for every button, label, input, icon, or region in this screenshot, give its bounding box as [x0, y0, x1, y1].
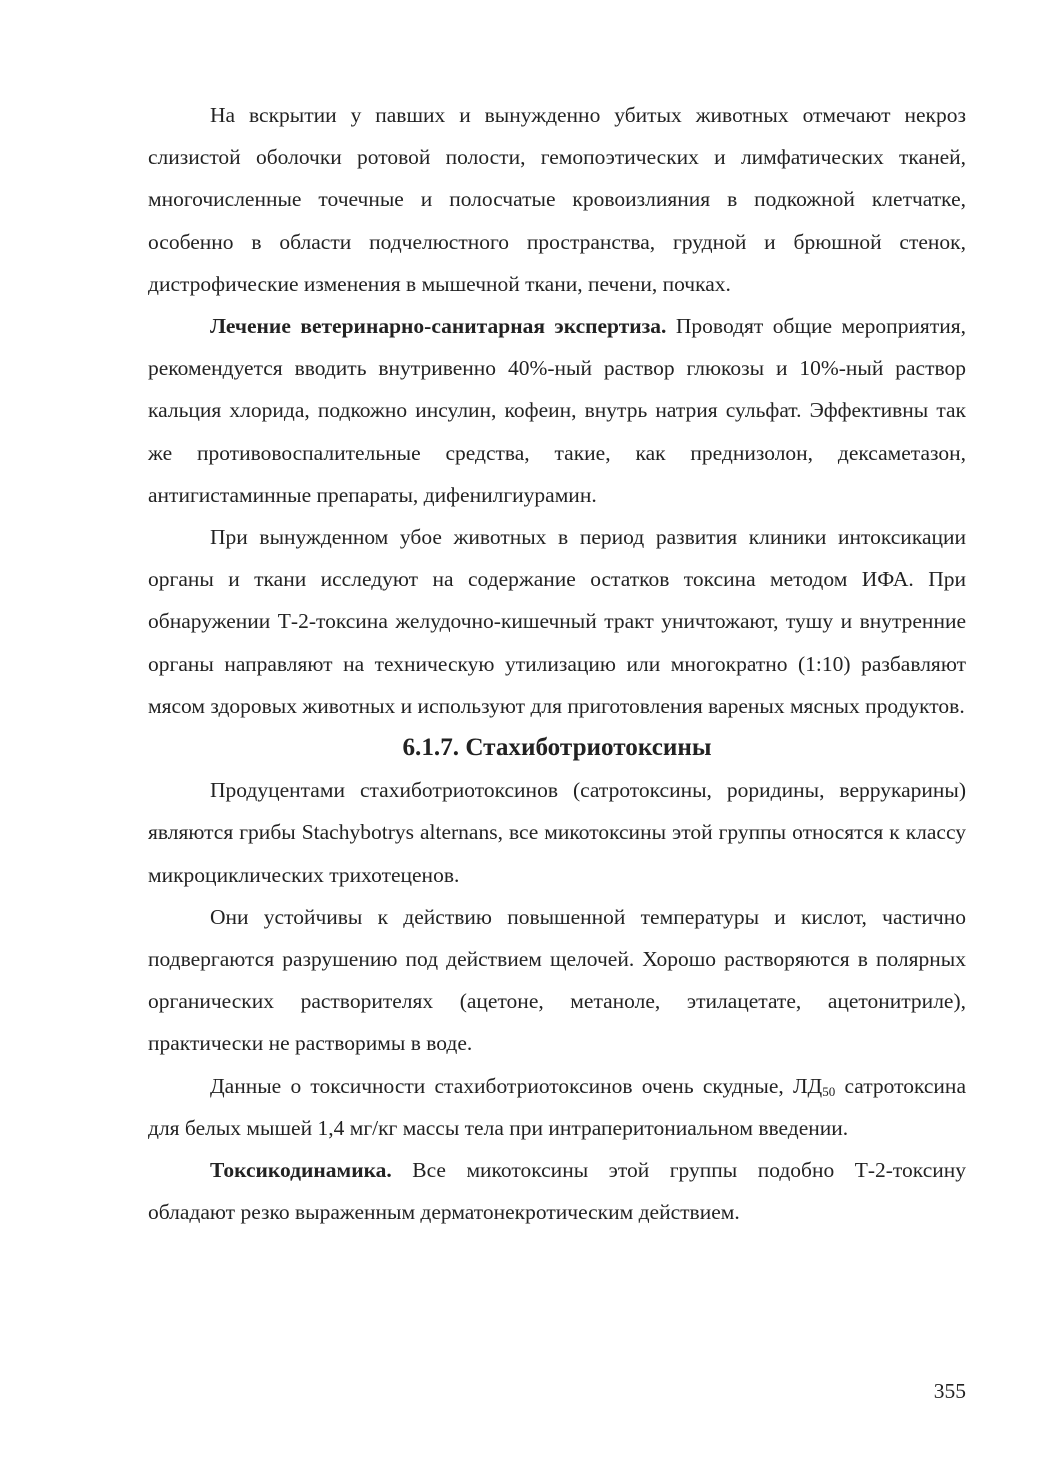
paragraph-text: На вскрытии у павших и вынужденно убитых животных отмечают некроз слизистой оболочки ротовой полости, гемопоэтических и лимфатических тканей, многочисленные точечные и полосчатые кровоизлияния в подкожной клетчатке, особенно в области подчелюстного пространства, грудной и брюшной стенок, дистрофические изменения в мышечной ткани, печени, почках.: [148, 103, 966, 296]
paragraph-text: Продуцентами стахиботриотоксинов (сатротоксины, роридины, веррукарины) являются грибы Stachybotrys alternans, все микотоксины этой группы относятся к классу микроциклических трихотеценов.: [148, 778, 966, 887]
paragraph-stability: [148, 896, 966, 1065]
paragraph-text: Все микотоксины этой группы подобно Т-2-токсину обладают резко выраженным дерматонекротическим действием.: [148, 1158, 966, 1225]
paragraph-treatment: [148, 305, 966, 516]
paragraph-slaughter: [148, 516, 966, 727]
paragraph-text: Проводят общие мероприятия, рекомендуется вводить внутривенно 40%-ный раствор глюкозы и 10%-ный раствор кальция хлорида, подкожно инсулин, кофеин, внутрь натрия сульфат. Эффективны так же противовоспалительные средства, такие, как преднизолон, дексаметазон, антигистаминные препараты, дифенилгиурамин.: [148, 314, 966, 507]
paragraph-text: При вынужденном убое животных в период развития клиники интоксикации органы и ткани исследуют на содержание остатков токсина методом ИФА. При обнаружении Т-2-токсина желудочно-кишечный тракт уничтожают, тушу и внутренние органы направляют на техническую утилизацию или многократно (1:10) разбавляют мясом здоровых животных и используют для приготовления вареных мясных продуктов.: [148, 525, 966, 718]
paragraph-toxicodynamics: [148, 1149, 966, 1233]
paragraph-lead-toxicodynamics: Токсикодинамика.: [210, 1158, 392, 1183]
paragraph-autopsy: [148, 94, 966, 305]
paragraph-producers: [148, 769, 966, 896]
ld-subscript: 50: [822, 1083, 836, 1099]
text-body: [148, 94, 966, 1233]
page-number: 355: [933, 1379, 966, 1403]
paragraph-text: Данные о токсичности стахиботриотоксинов очень скудные, ЛД: [210, 1073, 823, 1098]
section-heading: 6.1.7. Стахиботриотоксины: [402, 734, 712, 762]
paragraph-text: Они устойчивы к действию повышенной температуры и кислот, частично подвергаются разрушению под действием щелочей. Хорошо растворяются в полярных органических растворителях (ацетоне, метаноле, этилацетате, ацетонитриле), практически не растворимы в воде.: [148, 904, 966, 1056]
paragraph-lead-treatment: Лечение ветеринарно-санитарная экспертиза.: [210, 314, 667, 339]
paragraph-text: сатротоксина для белых мышей 1,4 мг/кг массы тела при интраперитониальном введении.: [148, 1073, 966, 1140]
paragraph-toxicity: [148, 1065, 966, 1149]
